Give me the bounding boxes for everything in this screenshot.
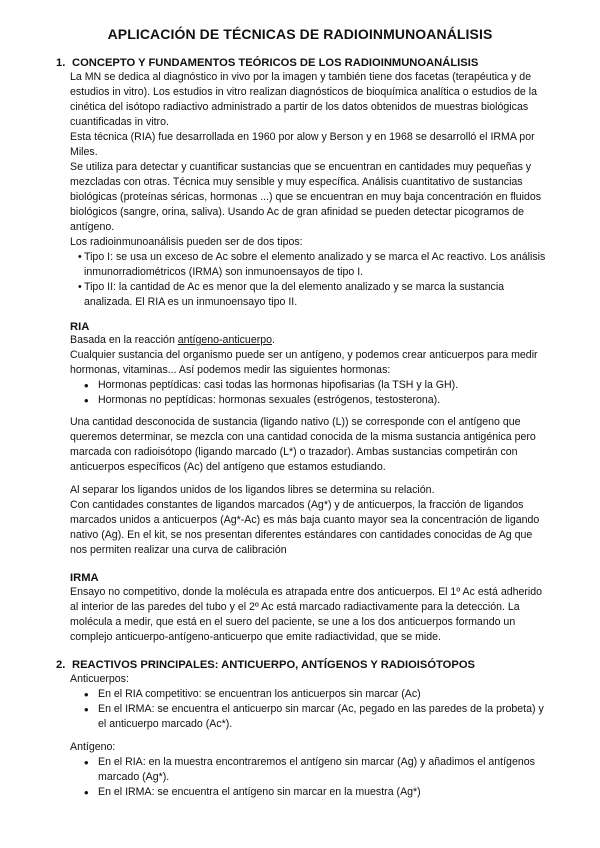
ria-paragraph-2: Una cantidad desconocida de sustancia (ligando nativo (L)) se corresponde con el antígeno que queremos determinar, se mezcla con una cantidad conocida de la misma sustancia antigénica pero marcada con radioisótopo (ligando marcado (L*) o trazador). Ambas sustancias competirán con anticuerpos específicos (Ac) del antígeno que estamos estudiando. <box>70 416 536 473</box>
antibodies-list <box>70 687 546 732</box>
ria-intro-prefix: Basada en la reacción <box>70 334 178 346</box>
section-2-number: 2. <box>56 659 66 671</box>
list-item-hormone-peptide: • Hormonas peptídicas: casi todas las hormonas hipofisarias (la TSH y la GH). <box>70 378 546 393</box>
section-2-antigens <box>70 740 546 800</box>
list-item-antigen-irma: • En el IRMA: se encuentra el antígeno sin marcar en la muestra (Ag*) <box>70 785 546 800</box>
antigen-antibody-link: antígeno-anticuerpo <box>177 334 273 346</box>
irma-paragraph: Ensayo no competitivo, donde la molécula es atrapada entre dos anticuerpos. El 1º Ac está adherido al interior de las paredes del tubo y el 2º Ac está marcado radiactivamente para la detección. La molécula a medir, que está en el suero del paciente, se une a los dos anticuerpos formando un complejo anticuerpo-antígeno-anticuerpo que emite radiactividad, que se mide. <box>70 586 543 643</box>
paragraph-usage: Se utiliza para detectar y cuantificar sustancias que se encuentran en cantidades muy pequeñas y mezcladas con otras. Técnica muy sensible y muy específica. Análisis cuantitativo de sustancias biológicas (proteínas séricas, hormonas ...) que se encuentran en muy baja concentración en fluidos biológicos (sangre, orina, saliva). Usando Ac de gran afinidad se pueden detectar picogramos de antígeno. <box>70 161 542 233</box>
list-item-antibody-irma: • En el IRMA: se encuentra el anticuerpo sin marcar (Ac, pegado en las paredes de la probeta) y el anticuerpo marcado (Ac*). <box>70 702 546 732</box>
list-item-type-2: • Tipo II: la cantidad de Ac es menor que la del elemento analizado y se marca la sustancia analizada. El RIA es un inmunoensayo tipo II. <box>70 280 546 310</box>
ria-paragraph-4: Con cantidades constantes de ligandos marcados (Ag*) y de anticuerpos, la fracción de ligandos marcados unidos a anticuerpos (Ag*-Ac) es más baja cuanto mayor sea la concentración de ligando nativo (Ag). En el kit, se nos presentan diferentes estándares con cantidades conocidas de Ag que nos permiten realizar una curva de calibración <box>70 499 540 556</box>
types-list <box>70 250 546 310</box>
irma-heading: IRMA <box>70 572 99 584</box>
list-item-antibody-ria: • En el RIA competitivo: se encuentran los anticuerpos sin marcar (Ac) <box>70 687 546 702</box>
section-1-body <box>70 70 546 310</box>
antibodies-label: Anticuerpos: <box>70 673 129 685</box>
ria-heading: RIA <box>70 321 90 333</box>
paragraph-mn: La MN se dedica al diagnóstico in vivo por la imagen y también tiene dos facetas (terapéutica y de estudios in vitro). Los estudios in vitro realizan diagnósticos de bioquímica analítica o estudios de la cinética del isótopo radiactivo administrado a partir de los datos obtenidos de muestras biológicas cuantificadas in vitro. <box>70 71 537 128</box>
ria-paragraph-1: Cualquier sustancia del organismo puede ser un antígeno, y podemos crear anticuerpos para medir hormonas, vitaminas... Así podemos medir las siguientes hormonas: <box>70 349 538 376</box>
section-2-title: REACTIVOS PRINCIPALES: ANTICUERPO, ANTÍGENOS Y RADIOISÓTOPOS <box>72 659 476 671</box>
ria-body <box>70 333 546 408</box>
list-item-type-1: • Tipo I: se usa un exceso de Ac sobre el elemento analizado y se marca el Ac reactivo. Los análisis inmunorradiométricos (IRMA) son inmunoensayos de tipo I. <box>70 250 546 280</box>
section-1-number: 1. <box>56 57 66 69</box>
ria-paragraphs-3-4 <box>70 483 546 558</box>
antigen-label: Antígeno: <box>70 741 116 753</box>
antigens-list <box>70 755 546 800</box>
ria-intro-suffix: . <box>272 334 275 346</box>
section-2-heading <box>56 659 475 671</box>
list-item-antigen-ria: • En el RIA: en la muestra encontraremos el antígeno sin marcar (Ag) y añadimos el antígenos marcado (Ag*). <box>70 755 546 785</box>
section-1-heading <box>56 57 478 69</box>
paragraph-types-intro: Los radioinmunoanálisis pueden ser de dos tipos: <box>70 236 303 248</box>
paragraph-history: Esta técnica (RIA) fue desarrollada en 1960 por alow y Berson y en 1968 se desarrolló el IRMA por Miles. <box>70 131 535 158</box>
section-1-title: CONCEPTO Y FUNDAMENTOS TEÓRICOS DE LOS RADIOINMUNOANÁLISIS <box>72 57 479 69</box>
list-item-hormone-non-peptide: • Hormonas no peptídicas: hormonas sexuales (estrógenos, testosterona). <box>70 393 546 408</box>
ria-paragraph-3: Al separar los ligandos unidos de los ligandos libres se determina su relación. <box>70 484 435 496</box>
section-2-antibodies <box>70 672 546 732</box>
hormones-list <box>70 378 546 408</box>
document-title: APLICACIÓN DE TÉCNICAS DE RADIOINMUNOANÁLISIS <box>107 26 493 42</box>
ria-intro <box>70 333 546 348</box>
